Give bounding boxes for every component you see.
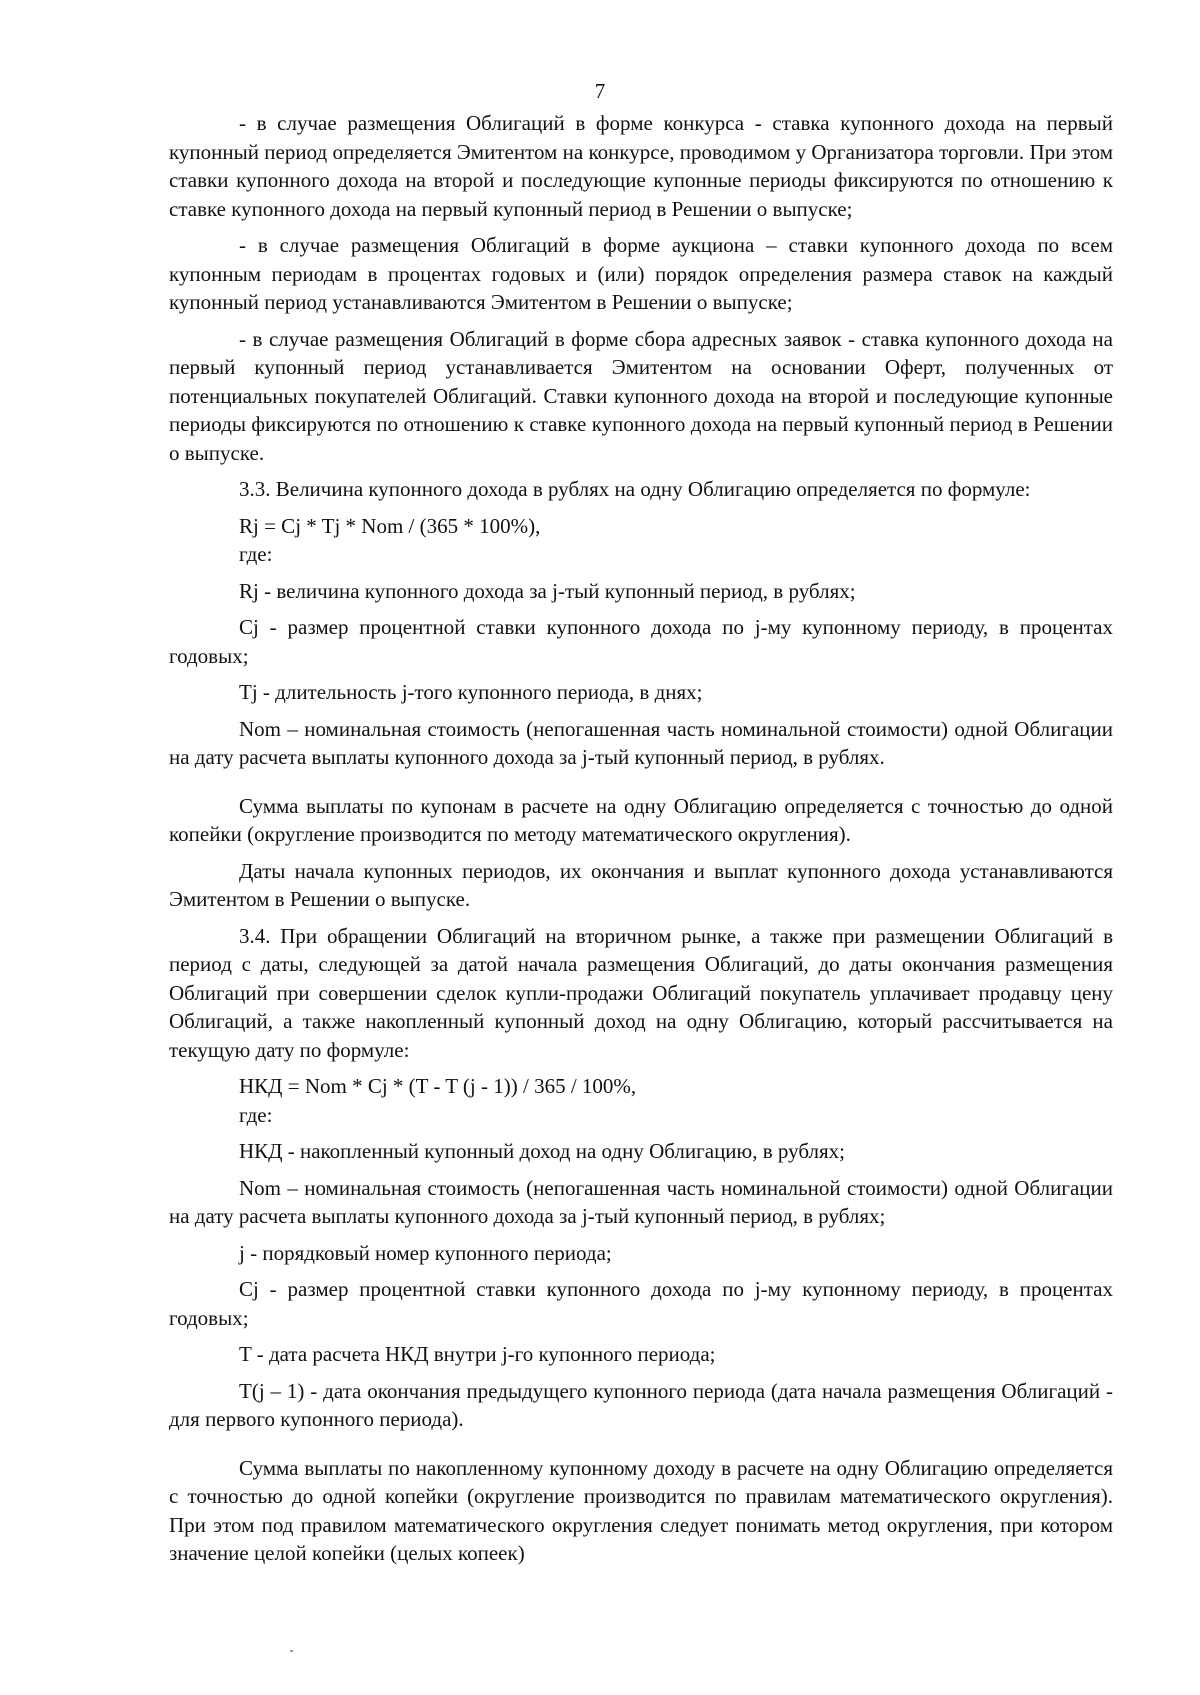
definition-nom-2: Nom – номинальная стоимость (непогашенная часть номинальной стоимости) одной Облигации на дату расчета выплаты купонного дохода за j-тый купонный период, в рублях; — [169, 1175, 1113, 1228]
where-label: где: — [239, 542, 273, 566]
definition-nkd: НКД - накопленный купонный доход на одну Облигацию, в рублях; — [239, 1139, 845, 1163]
section-3-4-paragraph: 3.4. При обращении Облигаций на вторичном рынке, а также при размещении Облигаций в период с даты, следующей за датой начала размещения Облигаций, до даты окончания размещения Облигаций при совершении сделок купли-продажи Облигаций покупатель уплачивает продавцу цену Облигаций, а также накопленный купонный доход на одну Облигацию, который рассчитывается на текущую дату по формуле: — [169, 923, 1113, 1062]
paragraph-auction: - в случае размещения Облигаций в форме аукциона – ставки купонного дохода по всем купонным периодам в процентах годовых и (или) порядок определения размера ставок на каждый купонный период устанавливаются Эмитентом в Решении о выпуске; — [169, 233, 1113, 314]
definition-cj-2: Cj - размер процентной ставки купонного дохода по j-му купонному периоду, в процентах годовых; — [169, 1277, 1113, 1330]
paragraph-address-orders: - в случае размещения Облигаций в форме сбора адресных заявок - ставка купонного дохода на первый купонный период устанавливается Эмитентом на основании Оферт, полученных от потенциальных покупателей Облигаций. Ставки купонного дохода на второй и последующие купонные периоды фиксируются по отношению к ставке купонного дохода на первый купонный период в Решении о выпуске. — [169, 326, 1113, 465]
section-3-3-heading: 3.3. Величина купонного дохода в рублях на одну Облигацию определяется по формуле: — [239, 477, 1031, 501]
where-label-2: где: — [239, 1102, 273, 1127]
paragraph-coupon-rounding: Сумма выплаты по купонам в расчете на одну Облигацию определяется с точностью до одной копейки (округление производится по методу математического округления). — [169, 793, 1113, 846]
definition-rj: Rj - величина купонного дохода за j-тый купонный период, в рублях; — [239, 578, 856, 603]
paragraph-coupon-dates: Даты начала купонных периодов, их окончания и выплат купонного дохода устанавливаются Эмитентом в Решении о выпуске. — [169, 858, 1113, 911]
definition-t-prev: T(j – 1) - дата окончания предыдущего купонного периода (дата начала размещения Облигаций - для первого купонного периода). — [169, 1378, 1113, 1431]
page-number: 7 — [594, 79, 606, 103]
paragraph-accrued-rounding: Сумма выплаты по накопленному купонному доходу в расчете на одну Облигацию определяется с точностью до одной копейки (округление производится по правилам математического округления). При этом под правилом математического округления следует понимать метод округления, при котором значение целой копейки (целых копеек) — [169, 1455, 1113, 1565]
definition-tj: Tj - длительность j-того купонного периода, в днях; — [239, 680, 703, 704]
document-body — [169, 109, 1113, 1568]
definition-cj: Cj - размер процентной ставки купонного дохода по j-му купонному периоду, в процентах годовых; — [169, 615, 1113, 668]
paragraph-competition: - в случае размещения Облигаций в форме конкурса - ставка купонного дохода на первый купонный период определяется Эмитентом на конкурсе, проводимом у Организатора торговли. При этом ставки купонного дохода на второй и последующие купонные периоды фиксируются по отношению к ставке купонного дохода на первый купонный период в Решении о выпуске; — [169, 111, 1113, 221]
definition-nom: Nom – номинальная стоимость (непогашенная часть номинальной стоимости) одной Облигации на дату расчета выплаты купонного дохода за j-тый купонный период, в рублях. — [169, 716, 1113, 769]
scan-speck — [290, 1650, 293, 1652]
definition-t: T - дата расчета НКД внутри j-го купонного периода; — [239, 1342, 716, 1366]
formula-accrued-income: НКД = Nom * Cj * (T - T (j - 1)) / 365 / 100%, — [239, 1074, 637, 1098]
formula-coupon-income: Rj = Cj * Tj * Nom / (365 * 100%), — [239, 513, 541, 538]
definition-j: j - порядковый номер купонного периода; — [239, 1240, 612, 1265]
